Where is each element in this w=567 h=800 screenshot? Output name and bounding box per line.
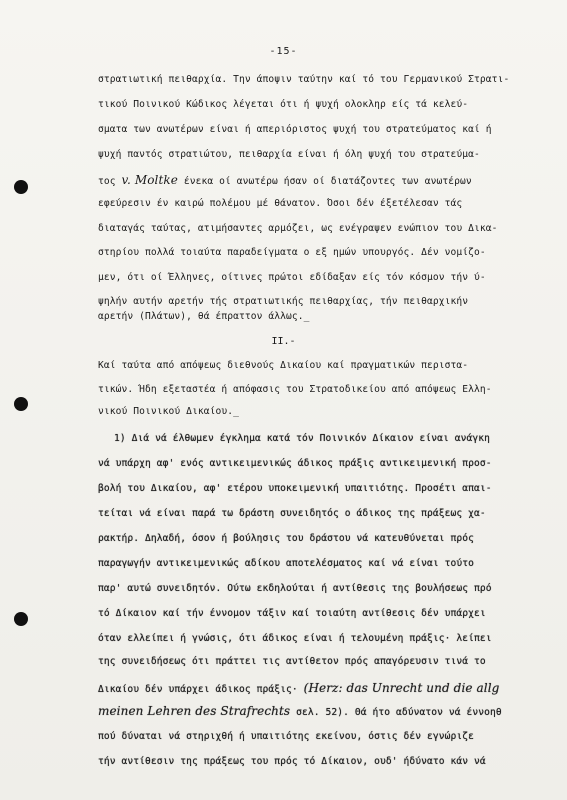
text-line: της συνειδήσεως ότι πράττει τις αντίθετον πρός απαγόρευσιν τινά το	[98, 656, 486, 667]
text-line: ψυχή παντός στρατιώτου, πειθαρχία είναι ή όλη ψυχή του στρατεύμα-	[98, 149, 480, 160]
text-line: όταν ελλείπει ή γνώσις, ότι άδικος είναι ή τελουμένη πράξις· λείπει	[98, 633, 492, 644]
page-number: -15-	[269, 46, 298, 57]
text-fragment: τος	[98, 176, 116, 187]
text-line: τήν αντίθεσιν της πράξεως του πρός τό Δίκαιον, ουδ' ήδύνατο κάν νά	[98, 756, 486, 767]
text-line: 1) Διά νά έλθωμεν έγκλημα κατά τόν Ποινικόν Δίκαιον είναι ανάγκη	[114, 433, 491, 444]
text-line: εφεύρεσιν έν καιρώ πολέμου μέ θάνατον. Όσοι δέν έξετέλεσαν τάς	[98, 198, 463, 209]
text-fragment: ένεκα οί ανωτέρω ήσαν οί διατάζοντες των ανωτέρων	[183, 176, 472, 187]
text-line: σματα των ανωτέρων είναι ή απεριόριστος ψυχή του στρατεύματος καί ή	[98, 124, 492, 135]
text-line: στηρίου πολλά τοιαύτα παραδείγματα ο εξ ημών υπουργός. Δέν νομίζο-	[98, 247, 486, 258]
text-fragment: Δικαίου δέν υπάρχει άδικος πράξις·	[98, 684, 298, 695]
text-line: τείται νά είναι παρά τω δράστη συνειδητός ο άδικος της πράξεως χα-	[98, 508, 486, 519]
text-line: ρακτήρ. Δηλαδή, όσον ή βούλησις του δράστου νά κατευθύνεται πρός	[98, 533, 475, 544]
text-line: παραγωγήν αντικειμενικώς αδίκου αποτελέσματος καί νά είναι τούτο	[98, 558, 475, 569]
text-line: τό Δίκαιον καί τήν έννομον τάξιν καί τοιαύτη αντίθεσις δέν υπάρχει	[98, 608, 486, 619]
text-line: Καί ταύτα από απόψεως διεθνούς Δικαίου καί πραγματικών περιστα-	[98, 360, 469, 371]
handwritten-note: v. Moltke	[121, 173, 178, 187]
text-line: νικού Ποινικού Δικαίου._	[98, 406, 240, 417]
section-heading: II.-	[271, 336, 296, 347]
handwritten-note: meinen Lehren des Strafrechts	[98, 704, 291, 718]
text-line	[98, 681, 499, 695]
text-line	[98, 704, 502, 718]
text-line	[98, 173, 472, 187]
text-line: νά υπάρχη αφ' ενός αντικειμενικώς άδικος πράξις αντικειμενική προσ-	[98, 458, 492, 469]
text-fragment: σελ. 52). Θά ήτο αδύνατον νά έννοηθ	[296, 707, 502, 718]
text-line: στρατιωτική πειθαρχία. Την άποψιν ταύτην καί τό του Γερμανικού Στρατι-	[98, 74, 510, 85]
text-line: παρ' αυτώ συνειδητόν. Ούτω εκδηλούται ή αντίθεσις της βουλήσεως πρό	[98, 583, 492, 594]
text-line: ψηλήν αυτήν αρετήν τής στρατιωτικής πειθαρχίας, τήν πειθαρχικήν	[98, 296, 469, 307]
text-line: μεν, ότι οί Έλληνες, οίτινες πρώτοι εδίδαξαν είς τόν κόσμον τήν ύ-	[98, 272, 486, 283]
text-line: πού δύναται νά στηριχθή ή υπαιτιότης εκείνου, όστις δέν εγνώριζε	[98, 731, 475, 742]
text-line: τικού Ποινικού Κώδικος λέγεται ότι ή ψυχή ολοκληρ είς τά κελεύ-	[98, 99, 469, 110]
text-line: αρετήν (Πλάτων), θά έπραττον άλλως._	[98, 311, 310, 322]
handwritten-note: (Herz: das Unrecht und die allg	[303, 681, 500, 695]
text-line: βολή του Δικαίου, αφ' ετέρου υποκειμενική υπαιτιότης. Προσέτι απαι-	[98, 483, 492, 494]
text-line: τικών. Ήδη εξεταστέα ή απόφασις του Στρατοδικείου από απόψεως Ελλη-	[98, 384, 492, 395]
text-line: διαταγάς ταύτας, ατιμήσαντες αρμόζει, ως ενέγραψεν ενώπιον του Δικα-	[98, 223, 498, 234]
